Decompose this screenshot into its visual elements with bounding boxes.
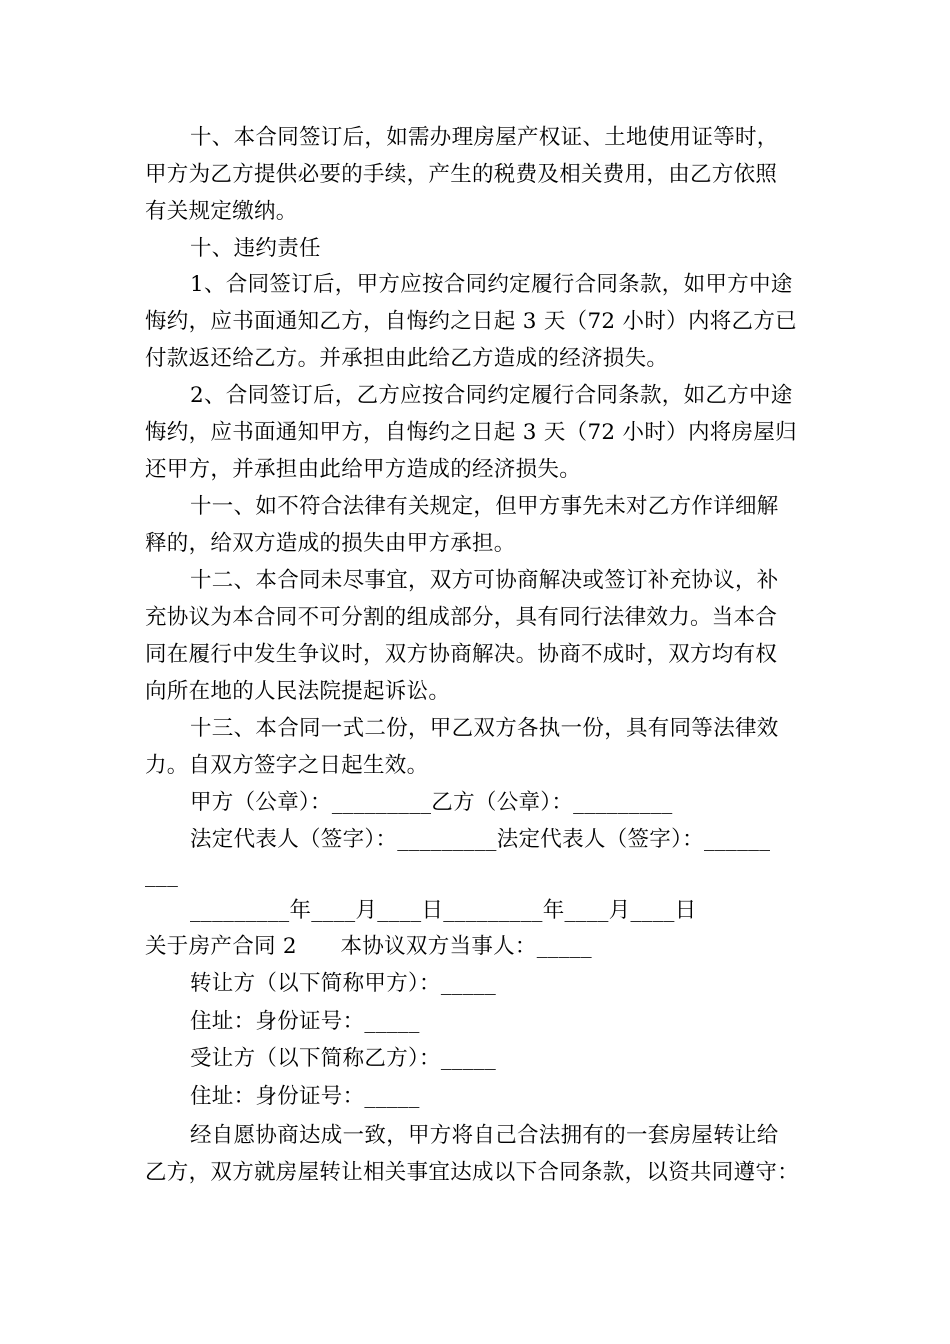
breach-item-1-line-1: 1、合同签订后，甲方应按合同约定履行合同条款，如甲方中途 — [190, 272, 793, 297]
transferee-line: 受让方（以下简称乙方）：_____ — [190, 1046, 497, 1071]
clause-12-line-4: 向所在地的人民法院提起诉讼。 — [145, 679, 451, 704]
seal-line: 甲方（公章）：_________乙方（公章）：_________ — [190, 790, 673, 815]
clause-10-line-2: 甲方为乙方提供必要的手续，产生的税费及相关费用，由乙方依照 — [145, 162, 778, 187]
clause-10-line-1: 十、本合同签订后，如需办理房屋产权证、土地使用证等时， — [190, 125, 779, 150]
breach-item-1-line-3: 付款返还给乙方。并承担由此给乙方造成的经济损失。 — [145, 346, 669, 371]
clause-11-line-1: 十一、如不符合法律有关规定，但甲方事先未对乙方作详细解 — [190, 494, 779, 519]
agreement-line-1: 经自愿协商达成一致，甲方将自己合法拥有的一套房屋转让给 — [190, 1123, 779, 1148]
transferor-address-line: 住址：身份证号：_____ — [190, 1009, 420, 1034]
clause-13-line-2: 力。自双方签字之日起生效。 — [145, 753, 429, 778]
contract-2-title-line: 关于房产合同 2 本协议双方当事人：_____ — [145, 934, 592, 959]
transferee-address-line: 住址：身份证号：_____ — [190, 1084, 420, 1109]
clause-13-line-1: 十三、本合同一式二份，甲乙双方各执一份，具有同等法律效 — [190, 716, 779, 741]
clause-12-line-2: 充协议为本合同不可分割的组成部分，具有同行法律效力。当本合 — [145, 605, 778, 630]
representative-line-overflow: ___ — [145, 863, 179, 888]
clause-12-line-1: 十二、本合同未尽事宜，双方可协商解决或签订补充协议，补 — [190, 568, 779, 593]
date-line: _________年____月____日_________年____月____日 — [190, 898, 697, 923]
breach-item-2-line-3: 还甲方，并承担由此给甲方造成的经济损失。 — [145, 457, 582, 482]
clause-10-line-3: 有关规定缴纳。 — [145, 199, 298, 224]
breach-item-1-line-2: 悔约，应书面通知乙方，自悔约之日起 3 天（72 小时）内将乙方已 — [145, 309, 797, 334]
transferor-line: 转让方（以下简称甲方）：_____ — [190, 971, 497, 996]
clause-12-line-3: 同在履行中发生争议时，双方协商解决。协商不成时，双方均有权 — [145, 642, 778, 667]
breach-heading: 十、违约责任 — [190, 236, 321, 261]
representative-line: 法定代表人（签字）：_________法定代表人（签字）：______ — [190, 827, 771, 852]
agreement-line-2: 乙方，双方就房屋转让相关事宜达成以下合同条款，以资共同遵守： — [145, 1160, 800, 1185]
clause-11-line-2: 释的，给双方造成的损失由甲方承担。 — [145, 531, 516, 556]
breach-item-2-line-2: 悔约，应书面通知甲方，自悔约之日起 3 天（72 小时）内将房屋归 — [145, 420, 797, 445]
breach-item-2-line-1: 2、合同签订后，乙方应按合同约定履行合同条款，如乙方中途 — [190, 383, 793, 408]
